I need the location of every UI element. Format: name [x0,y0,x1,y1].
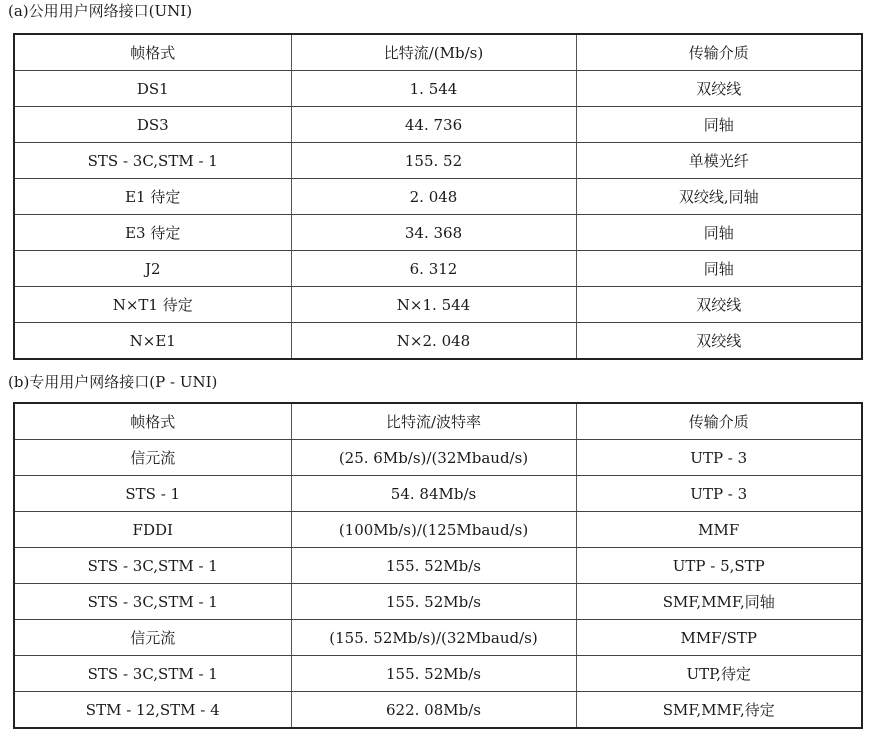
puni-cell-frame-format: STS - 3C,STM - 1 [14,548,291,584]
puni-cell-bit-baud-rate: (155. 52Mb/s)/(32Mbaud/s) [291,620,576,656]
puni-cell-bit-baud-rate: 54. 84Mb/s [291,476,576,512]
puni-cell-medium: UTP,待定 [576,656,862,692]
uni-cell-frame-format: E3 待定 [14,215,291,251]
puni-cell-frame-format: STM - 12,STM - 4 [14,692,291,729]
table-row [14,656,862,692]
uni-table [13,33,863,360]
uni-header-bit-rate: 比特流/(Mb/s) [291,34,576,71]
uni-cell-bit-rate: N×1. 544 [291,287,576,323]
table-row [14,323,862,360]
table-row [14,179,862,215]
puni-header-bit-baud-rate: 比特流/波特率 [291,403,576,440]
uni-cell-medium: 单模光纤 [576,143,862,179]
table-row [14,584,862,620]
puni-cell-frame-format: STS - 3C,STM - 1 [14,656,291,692]
table-row [14,476,862,512]
uni-cell-medium: 双绞线,同轴 [576,179,862,215]
uni-cell-bit-rate: 44. 736 [291,107,576,143]
table-row [14,287,862,323]
puni-cell-bit-baud-rate: (100Mb/s)/(125Mbaud/s) [291,512,576,548]
uni-cell-frame-format: N×T1 待定 [14,287,291,323]
table-row [14,71,862,107]
puni-cell-medium: UTP - 3 [576,476,862,512]
puni-cell-bit-baud-rate: 155. 52Mb/s [291,584,576,620]
puni-table [13,402,863,729]
uni-cell-frame-format: DS3 [14,107,291,143]
puni-header-medium: 传输介质 [576,403,862,440]
table-row [14,512,862,548]
puni-cell-frame-format: 信元流 [14,620,291,656]
uni-cell-frame-format: STS - 3C,STM - 1 [14,143,291,179]
puni-table-caption: (b)专用用户网络接口(P - UNI) [8,373,218,391]
puni-cell-medium: MMF/STP [576,620,862,656]
puni-cell-bit-baud-rate: 622. 08Mb/s [291,692,576,729]
uni-table-caption: (a)公用用户网络接口(UNI) [8,2,193,20]
table-row [14,692,862,729]
uni-cell-bit-rate: N×2. 048 [291,323,576,360]
uni-cell-medium: 同轴 [576,251,862,287]
uni-cell-frame-format: E1 待定 [14,179,291,215]
puni-cell-bit-baud-rate: (25. 6Mb/s)/(32Mbaud/s) [291,440,576,476]
table-row [14,215,862,251]
table-row [14,440,862,476]
uni-cell-medium: 同轴 [576,215,862,251]
uni-cell-medium: 双绞线 [576,287,862,323]
uni-cell-bit-rate: 155. 52 [291,143,576,179]
uni-cell-medium: 双绞线 [576,323,862,360]
uni-header-row [14,34,862,71]
puni-cell-medium: MMF [576,512,862,548]
puni-cell-frame-format: STS - 1 [14,476,291,512]
uni-cell-medium: 双绞线 [576,71,862,107]
uni-cell-bit-rate: 1. 544 [291,71,576,107]
uni-cell-frame-format: DS1 [14,71,291,107]
uni-cell-bit-rate: 34. 368 [291,215,576,251]
puni-cell-bit-baud-rate: 155. 52Mb/s [291,656,576,692]
puni-header-row [14,403,862,440]
puni-cell-bit-baud-rate: 155. 52Mb/s [291,548,576,584]
puni-cell-frame-format: 信元流 [14,440,291,476]
table-row [14,143,862,179]
table-row [14,620,862,656]
puni-cell-medium: SMF,MMF,待定 [576,692,862,729]
table-row [14,107,862,143]
uni-cell-bit-rate: 6. 312 [291,251,576,287]
puni-cell-frame-format: FDDI [14,512,291,548]
uni-cell-medium: 同轴 [576,107,862,143]
puni-cell-medium: UTP - 5,STP [576,548,862,584]
puni-header-frame-format: 帧格式 [14,403,291,440]
puni-cell-medium: UTP - 3 [576,440,862,476]
table-row [14,548,862,584]
table-row [14,251,862,287]
uni-cell-bit-rate: 2. 048 [291,179,576,215]
puni-cell-medium: SMF,MMF,同轴 [576,584,862,620]
uni-header-frame-format: 帧格式 [14,34,291,71]
uni-cell-frame-format: J2 [14,251,291,287]
puni-cell-frame-format: STS - 3C,STM - 1 [14,584,291,620]
uni-cell-frame-format: N×E1 [14,323,291,360]
uni-header-medium: 传输介质 [576,34,862,71]
